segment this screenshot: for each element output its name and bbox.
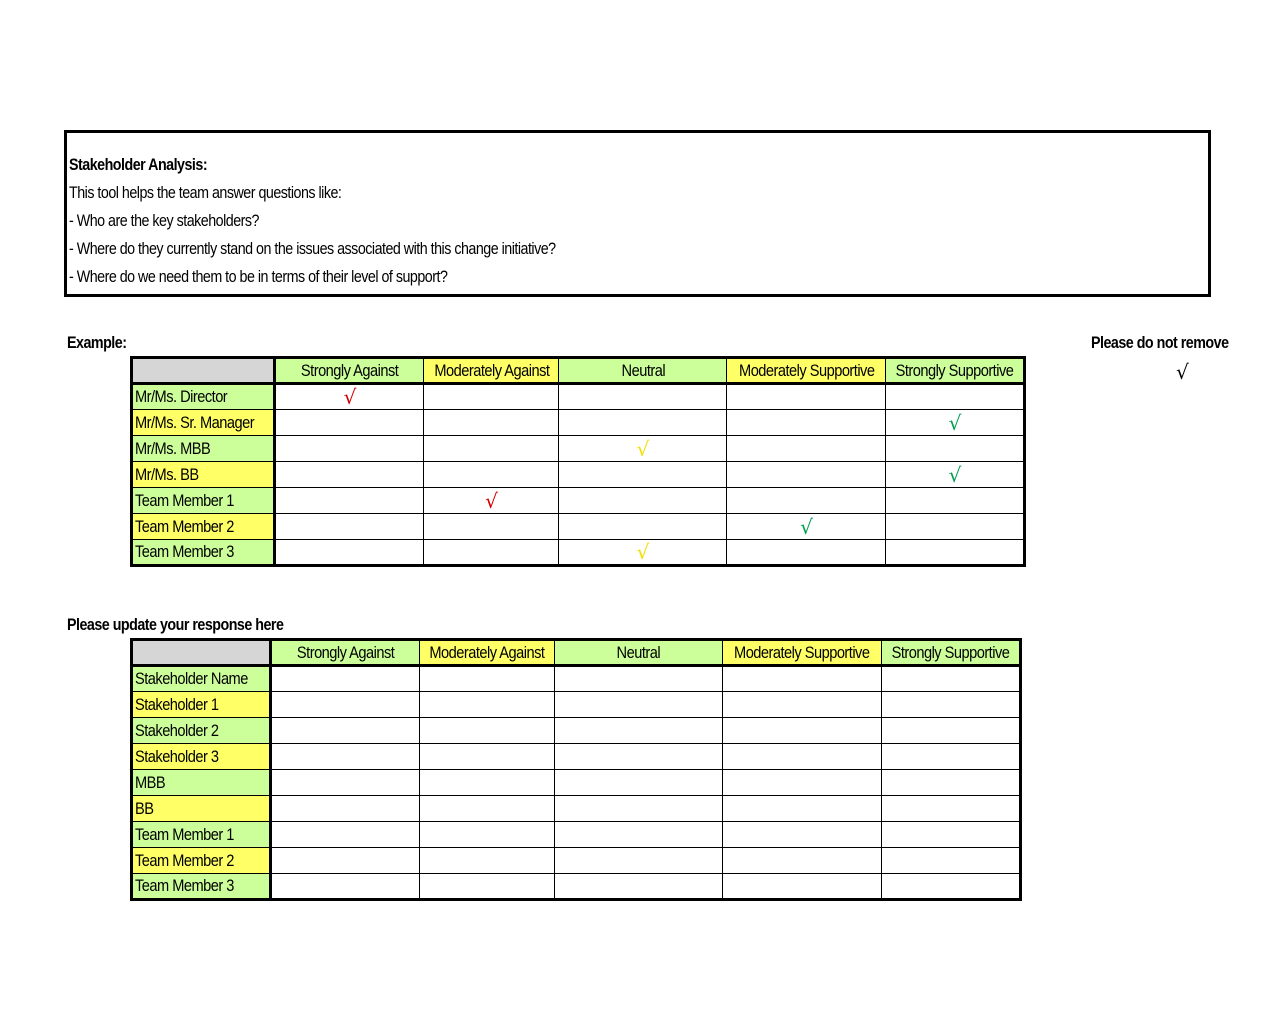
response-cell[interactable] bbox=[555, 692, 723, 718]
update-label: Please update your response here bbox=[67, 615, 284, 634]
example-row bbox=[132, 514, 1025, 540]
rating-cell[interactable] bbox=[727, 384, 886, 410]
stakeholder-label bbox=[132, 462, 275, 488]
column-header-label: Moderately Against bbox=[433, 360, 549, 380]
stakeholder-label-text: Team Member 1 bbox=[135, 490, 234, 510]
intro-line: - Where do we need them to be in terms of their level of support? bbox=[69, 267, 448, 286]
response-cell[interactable] bbox=[723, 822, 882, 848]
rating-cell[interactable] bbox=[559, 488, 727, 514]
example-label: Example: bbox=[67, 333, 127, 352]
column-header bbox=[727, 358, 886, 384]
response-cell[interactable] bbox=[882, 848, 1021, 874]
header-corner-cell bbox=[132, 358, 275, 384]
response-cell[interactable] bbox=[420, 718, 555, 744]
example-row bbox=[132, 488, 1025, 514]
column-header-label: Strongly Against bbox=[296, 642, 395, 662]
response-cell[interactable] bbox=[555, 744, 723, 770]
rating-cell[interactable] bbox=[424, 462, 559, 488]
stakeholder-label-text: Stakeholder Name bbox=[135, 669, 248, 688]
example-row bbox=[132, 410, 1025, 436]
response-cell[interactable] bbox=[882, 770, 1021, 796]
stakeholder-label bbox=[132, 744, 271, 770]
intro-line: - Where do they currently stand on the issues associated with this change initiative? bbox=[69, 239, 556, 258]
stakeholder-label bbox=[132, 514, 275, 540]
checkmark-icon: √ bbox=[636, 436, 650, 461]
stakeholder-label-text: BB bbox=[135, 798, 154, 818]
stakeholder-label-text: Team Member 2 bbox=[135, 516, 234, 536]
stakeholder-label bbox=[132, 666, 271, 692]
response-cell[interactable] bbox=[271, 718, 420, 744]
response-row bbox=[132, 744, 1021, 770]
stakeholder-label-text: Team Member 3 bbox=[135, 876, 234, 895]
intro-title: Stakeholder Analysis: bbox=[69, 155, 208, 174]
response-row bbox=[132, 692, 1021, 718]
rating-cell[interactable] bbox=[727, 410, 886, 436]
stakeholder-label-text: Team Member 1 bbox=[135, 824, 234, 844]
response-cell[interactable] bbox=[271, 796, 420, 822]
column-header bbox=[723, 640, 882, 666]
rating-cell[interactable] bbox=[727, 540, 886, 566]
stakeholder-label-text: Stakeholder 1 bbox=[135, 694, 219, 714]
rating-cell[interactable] bbox=[559, 410, 727, 436]
column-header bbox=[882, 640, 1021, 666]
response-row bbox=[132, 796, 1021, 822]
example-row bbox=[132, 436, 1025, 462]
response-cell[interactable] bbox=[882, 822, 1021, 848]
rating-cell[interactable] bbox=[559, 436, 727, 462]
stakeholder-label-text: Team Member 3 bbox=[135, 542, 234, 561]
stakeholder-label-text: Team Member 2 bbox=[135, 850, 234, 870]
response-cell[interactable] bbox=[723, 874, 882, 900]
checkmark-icon: √ bbox=[800, 514, 813, 539]
rating-cell[interactable] bbox=[886, 436, 1025, 462]
rating-cell[interactable] bbox=[886, 384, 1025, 410]
example-header-row bbox=[132, 358, 1025, 384]
checkmark-icon: √ bbox=[948, 410, 962, 435]
response-cell[interactable] bbox=[882, 796, 1021, 822]
rating-cell[interactable] bbox=[886, 540, 1025, 566]
response-cell[interactable] bbox=[420, 874, 555, 900]
rating-cell[interactable] bbox=[275, 488, 424, 514]
response-cell[interactable] bbox=[555, 718, 723, 744]
rating-cell[interactable] bbox=[559, 514, 727, 540]
response-cell[interactable] bbox=[723, 718, 882, 744]
do-not-remove-note: Please do not remove bbox=[1091, 333, 1229, 352]
response-cell[interactable] bbox=[723, 796, 882, 822]
checkmark-icon: √ bbox=[1176, 360, 1189, 384]
stakeholder-label bbox=[132, 540, 275, 566]
header-corner-cell bbox=[132, 640, 271, 666]
column-header bbox=[555, 640, 723, 666]
response-cell[interactable] bbox=[420, 692, 555, 718]
column-header bbox=[275, 358, 424, 384]
rating-cell[interactable] bbox=[886, 514, 1025, 540]
column-header bbox=[886, 358, 1025, 384]
response-cell[interactable] bbox=[555, 874, 723, 900]
checkmark-icon: √ bbox=[485, 488, 498, 513]
rating-cell[interactable] bbox=[559, 462, 727, 488]
example-row bbox=[132, 540, 1025, 566]
response-header-row bbox=[132, 640, 1021, 666]
response-cell[interactable] bbox=[271, 822, 420, 848]
response-row bbox=[132, 848, 1021, 874]
example-row bbox=[132, 462, 1025, 488]
rating-cell[interactable] bbox=[275, 410, 424, 436]
response-table bbox=[130, 638, 1022, 901]
stakeholder-label bbox=[132, 874, 271, 900]
rating-cell[interactable] bbox=[275, 540, 424, 566]
response-row bbox=[132, 666, 1021, 692]
rating-cell[interactable] bbox=[275, 436, 424, 462]
intro-box bbox=[64, 130, 1211, 297]
stakeholder-label-text: Stakeholder 2 bbox=[135, 720, 219, 740]
stakeholder-label-text: Stakeholder 3 bbox=[135, 746, 219, 766]
column-header bbox=[559, 358, 727, 384]
rating-cell[interactable] bbox=[275, 384, 424, 410]
column-header bbox=[271, 640, 420, 666]
stakeholder-label bbox=[132, 796, 271, 822]
response-cell[interactable] bbox=[271, 770, 420, 796]
response-cell[interactable] bbox=[723, 848, 882, 874]
response-cell[interactable] bbox=[271, 874, 420, 900]
rating-cell[interactable] bbox=[886, 462, 1025, 488]
response-row bbox=[132, 822, 1021, 848]
rating-cell[interactable] bbox=[727, 436, 886, 462]
stakeholder-label bbox=[132, 822, 271, 848]
stakeholder-label bbox=[132, 770, 271, 796]
rating-cell[interactable] bbox=[886, 488, 1025, 514]
response-cell[interactable] bbox=[271, 744, 420, 770]
rating-cell[interactable] bbox=[424, 436, 559, 462]
stakeholder-label-text: Mr/Ms. Sr. Manager bbox=[135, 412, 255, 432]
response-cell[interactable] bbox=[882, 718, 1021, 744]
response-cell[interactable] bbox=[555, 666, 723, 692]
response-cell[interactable] bbox=[420, 744, 555, 770]
intro-line: - Who are the key stakeholders? bbox=[69, 211, 259, 230]
response-cell[interactable] bbox=[555, 822, 723, 848]
response-cell[interactable] bbox=[420, 770, 555, 796]
column-header-label: Strongly Against bbox=[301, 360, 399, 380]
stakeholder-label bbox=[132, 384, 275, 410]
example-row bbox=[132, 384, 1025, 410]
column-header bbox=[420, 640, 555, 666]
column-header-label: Neutral bbox=[616, 642, 661, 662]
response-cell[interactable] bbox=[555, 770, 723, 796]
response-cell[interactable] bbox=[420, 666, 555, 692]
rating-cell[interactable] bbox=[424, 514, 559, 540]
stakeholder-label bbox=[132, 692, 271, 718]
response-row bbox=[132, 770, 1021, 796]
response-cell[interactable] bbox=[882, 692, 1021, 718]
response-cell[interactable] bbox=[420, 848, 555, 874]
example-table bbox=[130, 356, 1026, 567]
response-cell[interactable] bbox=[882, 874, 1021, 900]
column-header-label: Strongly Supportive bbox=[896, 360, 1014, 380]
response-cell[interactable] bbox=[882, 666, 1021, 692]
stakeholder-label bbox=[132, 488, 275, 514]
stakeholder-label bbox=[132, 436, 275, 462]
response-row bbox=[132, 874, 1021, 900]
checkmark-icon: √ bbox=[636, 540, 650, 564]
rating-cell[interactable] bbox=[727, 462, 886, 488]
response-cell[interactable] bbox=[271, 848, 420, 874]
stakeholder-label-text: MBB bbox=[135, 772, 166, 792]
rating-cell[interactable] bbox=[275, 514, 424, 540]
rating-cell[interactable] bbox=[275, 462, 424, 488]
column-header-label: Moderately Supportive bbox=[738, 360, 875, 380]
response-cell[interactable] bbox=[420, 822, 555, 848]
rating-cell[interactable] bbox=[727, 514, 886, 540]
rating-cell[interactable] bbox=[727, 488, 886, 514]
rating-cell[interactable] bbox=[886, 410, 1025, 436]
rating-cell[interactable] bbox=[424, 384, 559, 410]
stakeholder-label-text: Mr/Ms. BB bbox=[135, 464, 199, 484]
response-cell[interactable] bbox=[882, 744, 1021, 770]
intro-line: This tool helps the team answer questions like: bbox=[69, 183, 342, 202]
response-cell[interactable] bbox=[723, 692, 882, 718]
stakeholder-label bbox=[132, 848, 271, 874]
column-header-label: Strongly Supportive bbox=[891, 642, 1010, 662]
response-row bbox=[132, 718, 1021, 744]
response-cell[interactable] bbox=[555, 848, 723, 874]
column-header-label: Neutral bbox=[621, 360, 665, 380]
rating-cell[interactable] bbox=[559, 540, 727, 566]
rating-cell[interactable] bbox=[424, 488, 559, 514]
column-header-label: Moderately Against bbox=[429, 642, 545, 662]
response-cell[interactable] bbox=[723, 744, 882, 770]
column-header bbox=[424, 358, 559, 384]
checkmark-icon: √ bbox=[343, 385, 357, 409]
checkmark-icon: √ bbox=[948, 462, 962, 487]
stakeholder-label-text: Mr/Ms. MBB bbox=[135, 438, 211, 458]
response-cell[interactable] bbox=[271, 692, 420, 718]
stakeholder-label bbox=[132, 718, 271, 744]
response-cell[interactable] bbox=[555, 796, 723, 822]
response-cell[interactable] bbox=[723, 666, 882, 692]
rating-cell[interactable] bbox=[424, 410, 559, 436]
response-cell[interactable] bbox=[271, 666, 420, 692]
response-cell[interactable] bbox=[723, 770, 882, 796]
stakeholder-label bbox=[132, 410, 275, 436]
rating-cell[interactable] bbox=[559, 384, 727, 410]
rating-cell[interactable] bbox=[424, 540, 559, 566]
response-cell[interactable] bbox=[420, 796, 555, 822]
stakeholder-label-text: Mr/Ms. Director bbox=[135, 387, 228, 406]
column-header-label: Moderately Supportive bbox=[734, 642, 870, 662]
